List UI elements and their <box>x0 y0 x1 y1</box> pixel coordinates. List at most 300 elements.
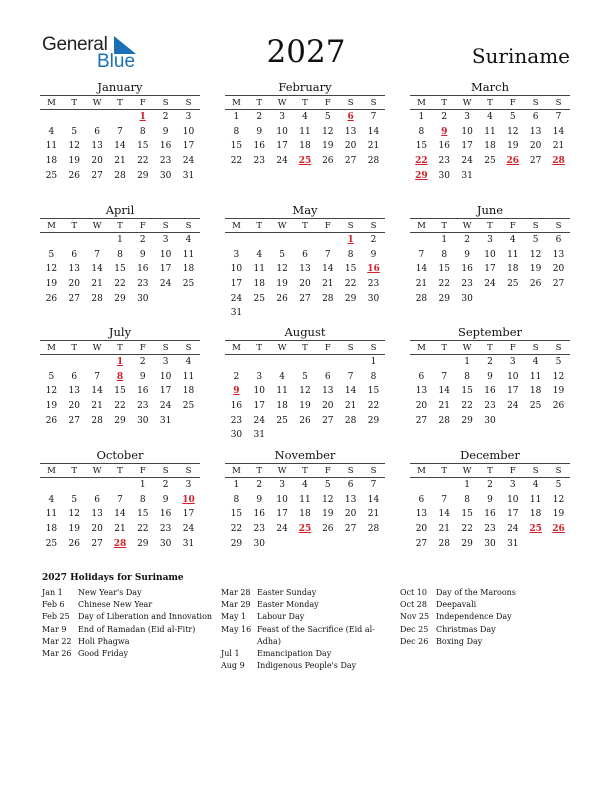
holiday-day: 6 <box>347 112 354 123</box>
day: 19 <box>45 279 58 290</box>
week-row <box>225 248 385 263</box>
holiday-day: 1 <box>139 112 146 123</box>
day: 13 <box>68 264 80 275</box>
holiday-date: May 1 <box>221 612 247 622</box>
day: 2 <box>464 235 470 246</box>
day: 9 <box>487 371 493 382</box>
holiday-date: Nov 25 <box>400 612 430 622</box>
holiday-name: Indigenous People's Day <box>257 661 357 671</box>
week-row <box>225 493 385 508</box>
week-row <box>225 384 385 399</box>
day: 7 <box>347 371 354 382</box>
logo-blue-text: Blue <box>97 51 136 72</box>
holiday-date: Mar 28 <box>221 588 251 597</box>
day: 5 <box>532 235 539 246</box>
holiday-entry <box>400 611 570 623</box>
day: 19 <box>507 141 519 152</box>
day: 10 <box>507 371 519 382</box>
day: 10 <box>230 264 243 275</box>
weekday-label: W <box>92 220 102 231</box>
day: 11 <box>182 371 195 382</box>
day: 29 <box>367 415 380 426</box>
day: 4 <box>487 112 493 123</box>
weekday-label: T <box>441 220 448 231</box>
week-row <box>225 291 385 306</box>
week-row <box>410 110 570 125</box>
day: 12 <box>45 264 58 275</box>
holiday-date: Dec 25 <box>400 624 429 634</box>
holiday-entry <box>42 599 217 611</box>
month-name: August <box>284 325 326 339</box>
day: 2 <box>487 357 493 368</box>
weekday-label: T <box>117 465 123 476</box>
holiday-entry <box>400 624 570 636</box>
day: 15 <box>137 509 149 520</box>
week-row <box>225 262 385 277</box>
holiday-name: End of Ramadan (Eid al-Fitr) <box>78 624 196 634</box>
day: 31 <box>461 170 473 181</box>
day: 11 <box>299 126 311 137</box>
day: 7 <box>555 112 562 123</box>
day: 31 <box>230 308 243 319</box>
day: 19 <box>45 401 58 412</box>
day: 30 <box>484 415 496 426</box>
day: 3 <box>256 371 263 382</box>
day: 29 <box>461 538 473 549</box>
day: 15 <box>230 141 243 152</box>
day: 25 <box>253 293 265 304</box>
day: 28 <box>344 415 357 426</box>
day: 16 <box>253 141 265 152</box>
week-row <box>410 291 570 306</box>
day: 4 <box>185 357 192 368</box>
day: 17 <box>182 141 195 152</box>
day: 1 <box>441 235 448 246</box>
holiday-entry <box>221 624 396 648</box>
day: 12 <box>529 249 542 260</box>
day: 16 <box>438 141 450 152</box>
day: 10 <box>253 386 265 397</box>
holiday-day: 8 <box>116 371 124 382</box>
day: 1 <box>139 480 146 491</box>
day: 29 <box>230 538 243 549</box>
day: 18 <box>529 509 542 520</box>
week-row <box>40 233 200 248</box>
day: 26 <box>45 293 58 304</box>
holiday-date: Dec 26 <box>400 636 429 646</box>
week-row <box>40 370 200 385</box>
day: 23 <box>159 524 172 535</box>
week-row <box>410 154 570 169</box>
month-name: December <box>460 448 520 462</box>
weekday-label: W <box>462 97 472 108</box>
week-row <box>410 522 570 537</box>
day: 17 <box>276 509 288 520</box>
weekday-header <box>225 218 385 233</box>
day: 10 <box>461 126 473 137</box>
day: 5 <box>48 249 55 260</box>
day: 24 <box>276 156 288 167</box>
weekday-label: S <box>347 97 354 108</box>
weekday-label: W <box>462 465 472 476</box>
day: 21 <box>438 524 450 535</box>
page-header <box>0 0 612 80</box>
holiday-day: 29 <box>415 170 428 181</box>
day: 26 <box>322 524 334 535</box>
day: 20 <box>322 401 334 412</box>
week-row <box>40 262 200 277</box>
day: 1 <box>464 480 470 491</box>
day: 19 <box>552 386 565 397</box>
weekday-label: F <box>509 342 516 353</box>
weekday-label: S <box>370 465 377 476</box>
holiday-name: Labour Day <box>257 612 305 622</box>
holiday-entry <box>221 599 396 611</box>
holiday-date: Feb 25 <box>42 612 70 622</box>
day: 18 <box>484 141 496 152</box>
day: 21 <box>91 401 103 412</box>
week-row <box>225 370 385 385</box>
day: 19 <box>299 401 311 412</box>
day: 5 <box>48 371 55 382</box>
day: 23 <box>484 524 496 535</box>
day: 28 <box>367 156 380 167</box>
day: 6 <box>324 371 331 382</box>
day: 4 <box>256 249 263 260</box>
day: 8 <box>139 494 146 505</box>
day: 9 <box>139 249 146 260</box>
week-row <box>40 384 200 399</box>
day: 20 <box>91 156 103 167</box>
week-row <box>410 262 570 277</box>
holiday-day: 16 <box>367 264 380 275</box>
day: 14 <box>367 126 380 137</box>
weekday-label: W <box>277 342 287 353</box>
day: 14 <box>114 141 126 152</box>
week-row <box>410 277 570 292</box>
weekday-label: F <box>139 97 146 108</box>
day: 30 <box>484 538 496 549</box>
day: 19 <box>322 141 334 152</box>
day: 31 <box>507 538 519 549</box>
day: 21 <box>552 141 565 152</box>
day: 30 <box>159 538 172 549</box>
day: 29 <box>461 415 473 426</box>
week-row <box>410 399 570 414</box>
day: 10 <box>507 494 519 505</box>
weekday-label: M <box>232 220 241 231</box>
weekday-label: T <box>117 220 123 231</box>
day: 21 <box>322 279 334 290</box>
day: 4 <box>48 494 55 505</box>
day: 30 <box>137 415 149 426</box>
day: 13 <box>91 141 103 152</box>
weekday-label: M <box>47 220 56 231</box>
day: 19 <box>552 509 565 520</box>
weekday-label: S <box>162 342 169 353</box>
day: 15 <box>230 509 243 520</box>
day: 3 <box>185 112 192 123</box>
day: 24 <box>230 293 243 304</box>
holiday-entry <box>400 587 570 599</box>
weekday-label: M <box>417 342 426 353</box>
day: 21 <box>415 279 428 290</box>
week-row <box>410 125 570 140</box>
day: 14 <box>438 386 450 397</box>
day: 21 <box>91 279 103 290</box>
month-name: January <box>97 80 143 94</box>
month-name: March <box>471 80 509 94</box>
day: 30 <box>438 170 450 181</box>
day: 26 <box>276 293 288 304</box>
week-row <box>225 125 385 140</box>
day: 12 <box>68 141 80 152</box>
day: 15 <box>344 264 357 275</box>
day: 1 <box>370 357 377 368</box>
day: 9 <box>464 249 470 260</box>
weekday-label: T <box>302 97 308 108</box>
day: 23 <box>137 279 149 290</box>
day: 15 <box>461 386 473 397</box>
holiday-name: Day of the Maroons <box>436 588 516 597</box>
weekday-label: M <box>47 465 56 476</box>
day: 7 <box>117 494 123 505</box>
day: 2 <box>487 480 493 491</box>
day: 26 <box>552 401 565 412</box>
day: 27 <box>415 415 428 426</box>
day: 20 <box>415 524 428 535</box>
holiday-day: 25 <box>298 524 312 535</box>
week-row <box>225 139 385 154</box>
day: 7 <box>117 126 123 137</box>
day: 4 <box>185 235 192 246</box>
day: 4 <box>532 480 539 491</box>
day: 21 <box>367 141 380 152</box>
weekday-label: S <box>555 220 562 231</box>
month-april <box>40 202 200 306</box>
day: 20 <box>68 401 80 412</box>
day: 2 <box>256 480 263 491</box>
day: 2 <box>162 112 169 123</box>
month-july <box>40 324 200 428</box>
weekday-label: T <box>302 465 308 476</box>
day: 6 <box>71 371 78 382</box>
weekday-label: S <box>555 97 562 108</box>
day: 25 <box>484 156 496 167</box>
weekday-label: T <box>256 342 263 353</box>
day: 17 <box>276 141 288 152</box>
day: 28 <box>322 293 334 304</box>
day: 11 <box>45 141 58 152</box>
week-row <box>410 507 570 522</box>
week-row <box>225 522 385 537</box>
day: 28 <box>438 538 450 549</box>
day: 27 <box>344 156 357 167</box>
day: 8 <box>139 126 146 137</box>
day: 27 <box>299 293 311 304</box>
day: 22 <box>367 401 380 412</box>
month-november <box>225 447 385 551</box>
day: 15 <box>137 141 149 152</box>
day: 30 <box>253 538 265 549</box>
weekday-label: W <box>92 97 102 108</box>
weekday-label: S <box>532 465 539 476</box>
day: 16 <box>159 509 172 520</box>
weekday-label: T <box>487 220 493 231</box>
day: 26 <box>529 279 542 290</box>
week-row <box>225 233 385 248</box>
weekday-label: S <box>185 97 192 108</box>
day: 14 <box>367 494 380 505</box>
holiday-day: 1 <box>347 235 354 246</box>
day: 31 <box>182 170 195 181</box>
day: 25 <box>45 538 58 549</box>
day: 31 <box>253 430 265 441</box>
weekday-label: S <box>370 97 377 108</box>
day: 8 <box>370 371 377 382</box>
day: 6 <box>555 235 562 246</box>
weekday-label: S <box>162 220 169 231</box>
day: 29 <box>344 293 357 304</box>
holiday-day: 9 <box>233 386 240 397</box>
week-row <box>410 355 570 370</box>
weekday-label: M <box>47 342 56 353</box>
calendar-year: 2027 <box>266 34 346 70</box>
weekday-label: T <box>441 342 448 353</box>
day: 26 <box>45 415 58 426</box>
weekday-label: S <box>532 220 539 231</box>
weekday-label: S <box>347 220 354 231</box>
holiday-name: New Year's Day <box>78 588 142 597</box>
day: 13 <box>68 386 80 397</box>
week-row <box>225 507 385 522</box>
day: 12 <box>322 494 334 505</box>
day: 16 <box>484 386 496 397</box>
holiday-date: Mar 9 <box>42 624 67 634</box>
month-may <box>225 202 385 321</box>
day: 3 <box>162 357 169 368</box>
day: 11 <box>484 126 496 137</box>
holiday-date: Mar 26 <box>42 649 72 659</box>
weekday-label: T <box>487 342 493 353</box>
day: 31 <box>182 538 195 549</box>
day: 10 <box>182 126 195 137</box>
day: 17 <box>182 509 195 520</box>
day: 8 <box>441 249 448 260</box>
weekday-label: M <box>232 97 241 108</box>
weekday-label: S <box>370 220 377 231</box>
weekday-label: W <box>462 342 472 353</box>
day: 14 <box>322 264 334 275</box>
holiday-column <box>400 587 570 648</box>
day: 27 <box>552 279 565 290</box>
day: 18 <box>299 141 311 152</box>
day: 4 <box>509 235 516 246</box>
day: 5 <box>71 494 78 505</box>
day: 3 <box>233 249 240 260</box>
day: 25 <box>276 415 288 426</box>
weekday-header <box>40 95 200 110</box>
holiday-column <box>42 587 217 660</box>
day: 12 <box>552 371 565 382</box>
weekday-label: F <box>139 220 146 231</box>
holidays-title: 2027 Holidays for Suriname <box>42 573 184 583</box>
holiday-day: 25 <box>529 524 542 535</box>
day: 9 <box>162 126 169 137</box>
holiday-date: Jan 1 <box>42 588 63 597</box>
weekday-label: F <box>509 465 516 476</box>
day: 14 <box>552 126 565 137</box>
day: 20 <box>299 279 311 290</box>
day: 12 <box>507 126 519 137</box>
day: 22 <box>114 279 126 290</box>
day: 18 <box>253 279 265 290</box>
day: 27 <box>68 293 80 304</box>
holiday-day: 25 <box>298 156 312 167</box>
day: 13 <box>91 509 103 520</box>
week-row <box>225 478 385 493</box>
day: 1 <box>464 357 470 368</box>
day: 18 <box>276 401 288 412</box>
day: 31 <box>159 415 172 426</box>
day: 20 <box>415 401 428 412</box>
week-row <box>225 355 385 370</box>
weekday-header <box>225 340 385 355</box>
day: 17 <box>484 264 496 275</box>
day: 9 <box>256 494 263 505</box>
day: 6 <box>532 112 539 123</box>
weekday-label: S <box>347 342 354 353</box>
holiday-name: Easter Sunday <box>257 588 317 597</box>
day: 16 <box>159 141 172 152</box>
week-row <box>225 536 385 551</box>
month-october <box>40 447 200 551</box>
day: 15 <box>114 386 126 397</box>
day: 2 <box>139 235 146 246</box>
day: 27 <box>344 524 357 535</box>
day: 3 <box>464 112 470 123</box>
day: 27 <box>91 170 103 181</box>
day: 24 <box>507 401 519 412</box>
weekday-label: T <box>117 342 123 353</box>
day: 5 <box>555 480 562 491</box>
day: 11 <box>529 371 542 382</box>
day: 8 <box>347 249 354 260</box>
month-name: November <box>274 448 336 462</box>
day: 12 <box>68 509 80 520</box>
holiday-name: Chinese New Year <box>78 600 153 610</box>
holiday-entry <box>221 648 396 660</box>
day: 24 <box>253 415 265 426</box>
weekday-header <box>410 95 570 110</box>
week-row <box>410 493 570 508</box>
holiday-entry <box>42 587 217 599</box>
day: 19 <box>276 279 288 290</box>
holiday-entry <box>400 636 570 648</box>
holiday-name: Boxing Day <box>436 636 483 646</box>
day: 7 <box>441 371 448 382</box>
day: 12 <box>322 126 334 137</box>
day: 22 <box>344 279 357 290</box>
day: 24 <box>484 279 496 290</box>
day: 23 <box>137 401 149 412</box>
weekday-label: F <box>139 342 146 353</box>
day: 5 <box>509 112 516 123</box>
day: 13 <box>552 249 565 260</box>
week-row <box>40 413 200 428</box>
day: 3 <box>162 235 169 246</box>
day: 1 <box>233 112 240 123</box>
